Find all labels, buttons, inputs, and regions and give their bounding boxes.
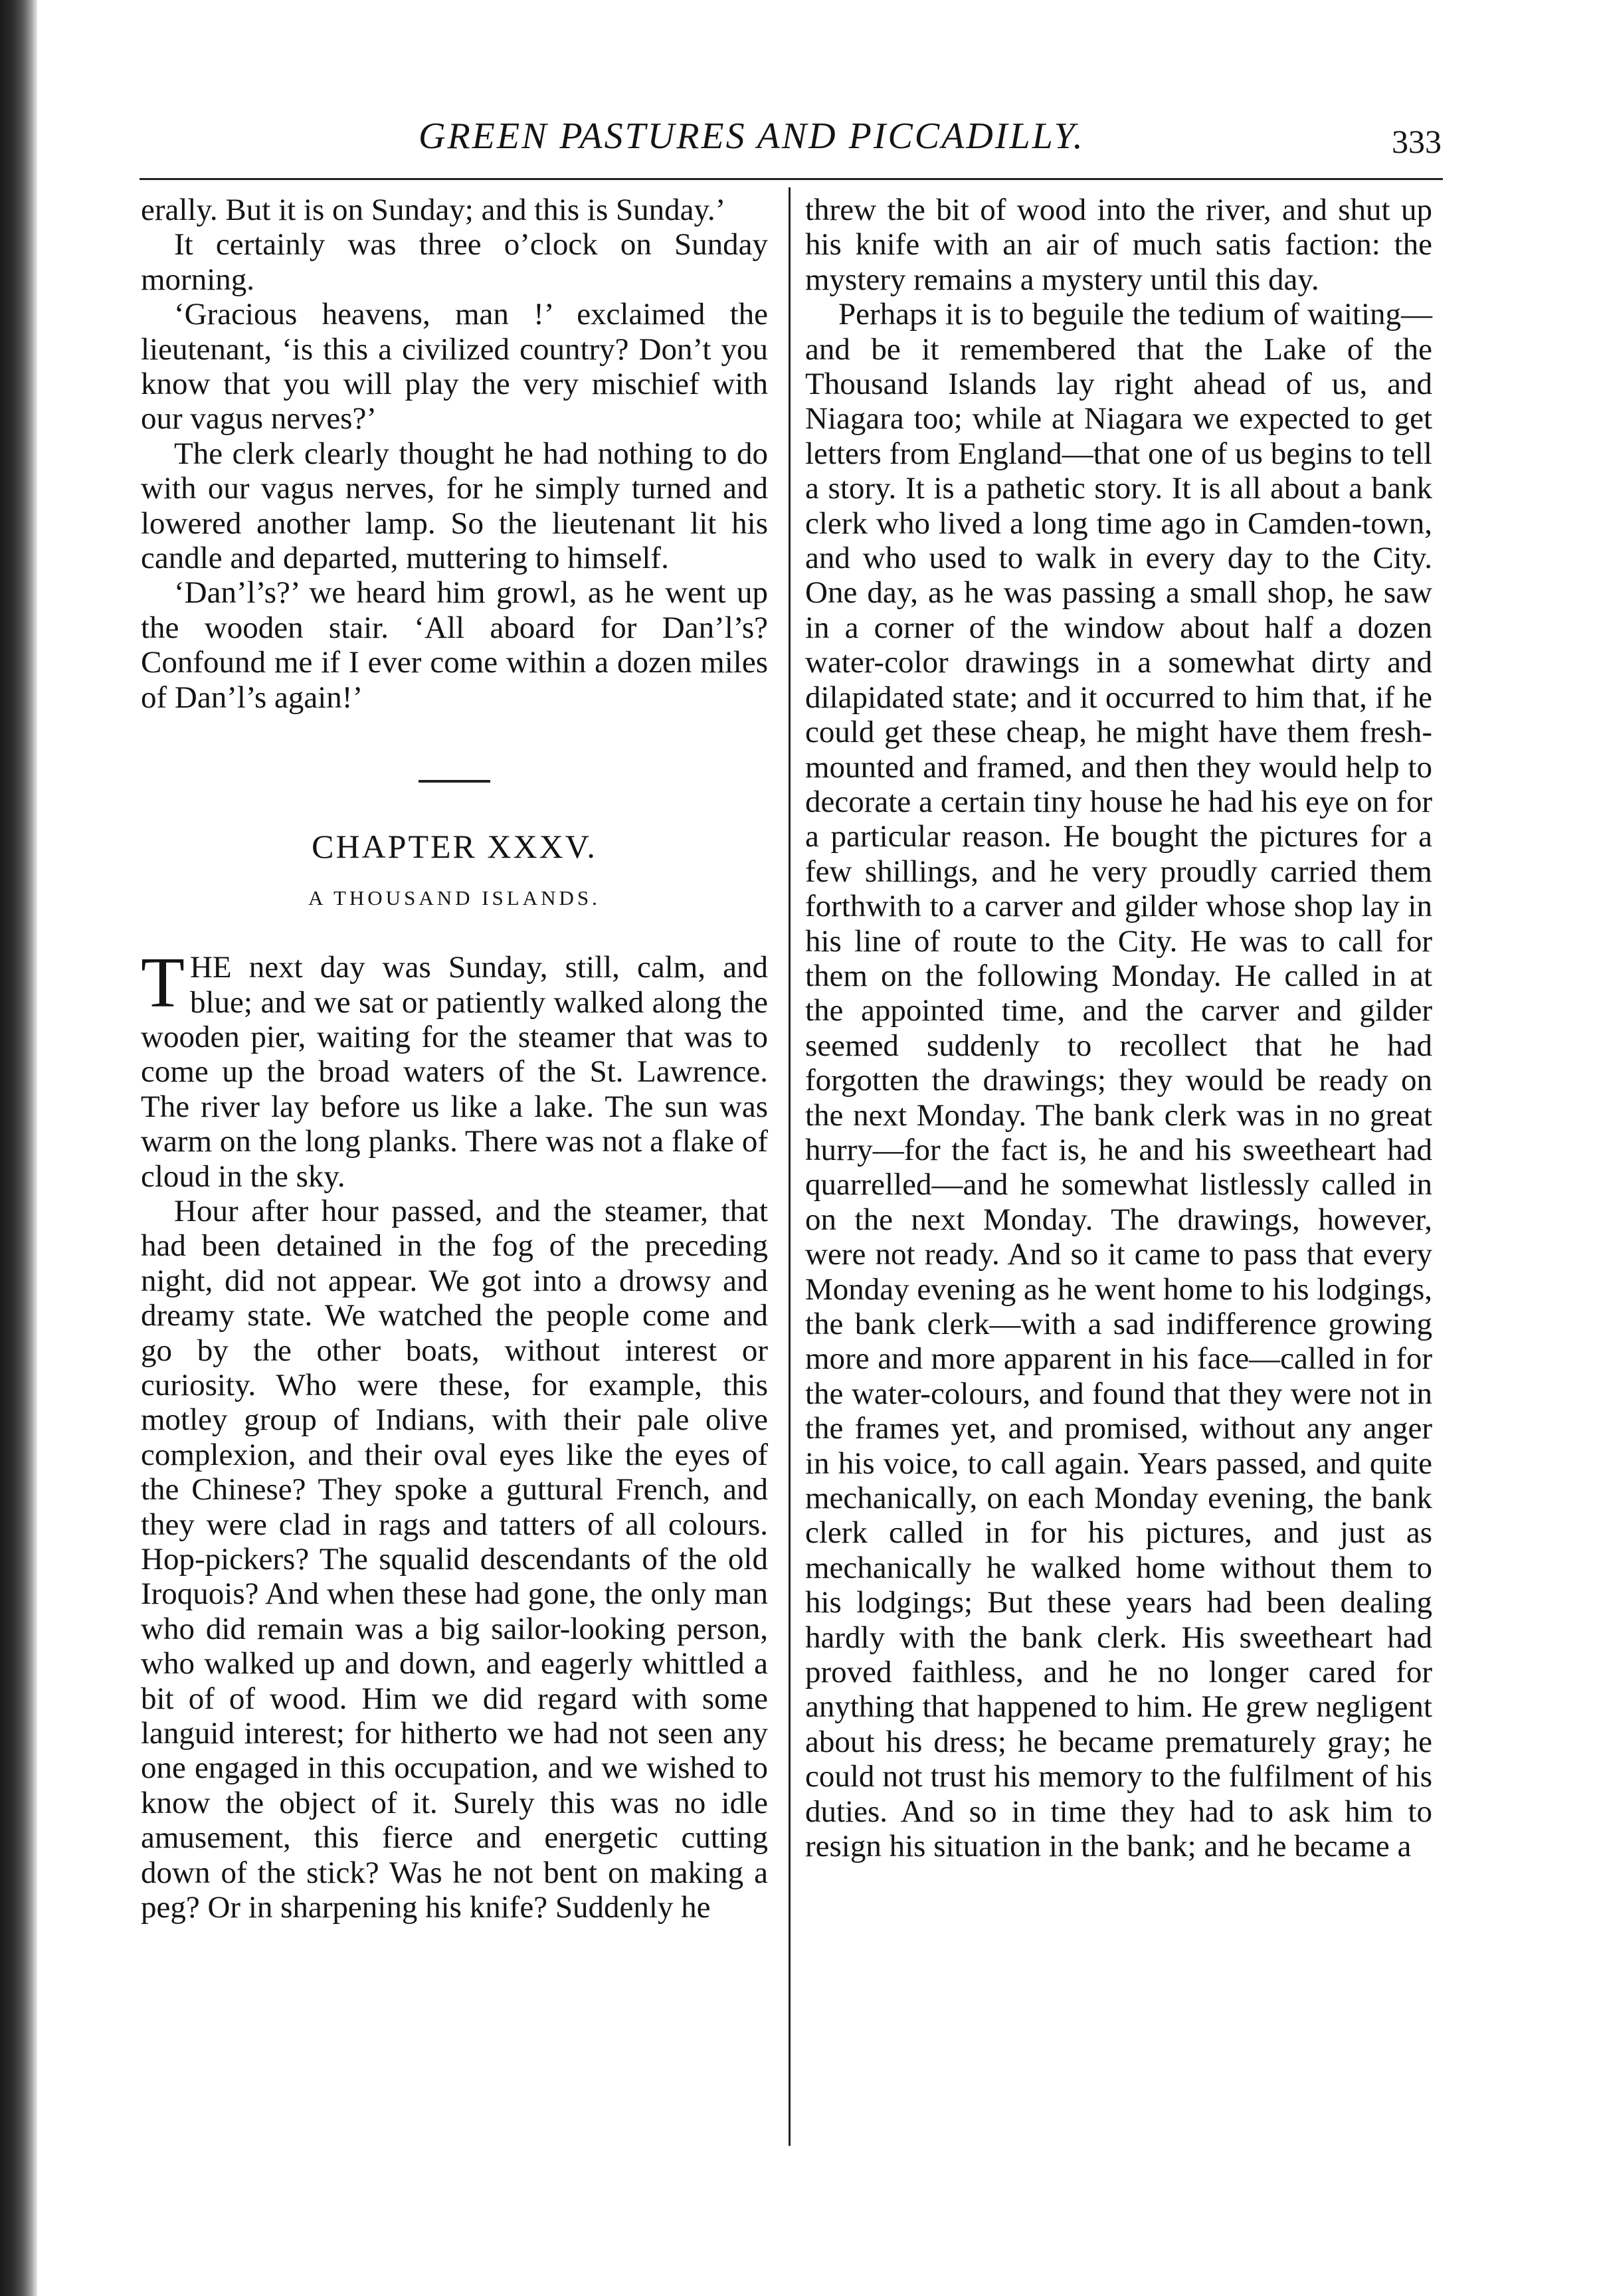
paragraph: Hour after hour passed, and the steamer, that had been detained in the fog of the preceding night, did not appear. We got into a drowsy and dreamy state. We watched the people come and go by the other boats, without interest or curiosity. Who were these, for example, this motley group of Indians, with their pale olive complexion, and their oval eyes like the eyes of the Chinese? They spoke a guttural French, and they were clad in rags and tatters of all colours. Hop-pickers? The squalid descendants of the old Iroquois? And when these had gone, the only man who did remain was a big sailor-looking person, who walked up and down, and eagerly whittled a bit of of wood. Him we did regard with some languid interest; for hitherto we had not seen any one engaged in this occupation, and we wished to know the object of it. Surely this was no idle amusement, this fierce and energetic cutting down of the stick? Was he not bent on making a peg? Or in sharpening his knife? Suddenly he: [141, 1193, 768, 1925]
page-header: [140, 106, 1442, 166]
column-divider: [789, 187, 791, 2146]
chapter-opening-paragraph: [141, 943, 768, 1194]
running-title: GREEN PASTURES AND PICCADILLY.: [419, 116, 1085, 157]
section-ornament-rule: [419, 780, 490, 783]
paragraph: ‘Gracious heavens, man !’ exclaimed the lieutenant, ‘is this a civilized country? Don’t you know that you will play the very mischief with our vagus nerves?’: [141, 297, 768, 436]
paragraph: ‘Dan’l’s?’ we heard him growl, as he went up the wooden stair. ‘All aboard for Dan’l’s? Confound me if I ever come within a dozen miles of Dan’l’s again!’: [141, 575, 768, 715]
book-binding-edge: [0, 0, 37, 2296]
left-column: [141, 193, 768, 1925]
chapter-opening-text: HE next day was Sunday, still, calm, and blue; and we sat or patiently walked along the wooden pier, waiting for the steamer that was to come up the broad waters of the St. Lawrence. The river lay before us like a lake. The sun was warm on the long planks. There was not a flake of cloud in the sky.: [141, 950, 768, 1194]
page-number: 333: [1392, 123, 1442, 160]
header-rule: [140, 178, 1443, 180]
paragraph: Perhaps it is to beguile the tedium of waiting—and be it remembered that the Lake of the Thousand Islands lay right ahead of us, and Niagara too; while at Niagara we expected to get letters from England—that one of us begins to tell a story. It is a pathetic story. It is all about a bank clerk who lived a long time ago in Camden-town, and who used to walk in every day to the City. One day, as he was passing a small shop, he saw in a corner of the window about half a dozen water-color drawings in a somewhat dirty and dilapidated state; and it occurred to him that, if he could get these cheap, he might have them fresh-mounted and framed, and then they would help to decorate a certain tiny house he had his eye on for a particular reason. He bought the pictures for a few shillings, and he very proudly carried them forthwith to a carver and gilder whose shop lay in his line of route to the City. He was to call for them on the following Monday. He called in at the appointed time, and the carver and gilder seemed suddenly to recollect that he had forgotten the drawings; they would be ready on the next Monday. The bank clerk was in no great hurry—for the fact is, he and his sweetheart had quarrelled—and he somewhat listlessly called in on the next Monday. The drawings, however, were not ready. And so it came to pass that every Monday evening as he went home to his lodgings, the bank clerk—with a sad indifference growing more and more apparent in his face—called in for the water-colours, and found that they were not in the frames yet, and promised, without any anger in his voice, to call again. Years passed, and quite mechanically, on each Monday evening, the bank clerk called in for his pictures, and just as mechanically he walked home without them to his lodgings; But these years had been dealing hardly with the bank clerk. His sweetheart had proved faithless, and he no longer cared for anything that happened to him. He grew negligent about his dress; he became prematurely gray; he could not trust his memory to the fulfilment of his duties. And so in time they had to ask him to resign his situation in the bank; and he became a: [805, 297, 1432, 1864]
right-column: [805, 193, 1432, 1864]
chapter-body: [141, 943, 768, 1925]
chapter-subtitle: A THOUSAND ISLANDS.: [308, 886, 601, 910]
paragraph: erally. But it is on Sunday; and this is Sunday.’: [141, 193, 726, 227]
drop-cap: T: [141, 943, 185, 1023]
chapter-title: CHAPTER XXXV.: [312, 828, 597, 866]
paragraph: threw the bit of wood into the river, and shut up his knife with an air of much satis faction: the mystery remains a mystery until this day.: [805, 193, 1432, 297]
paragraph: The clerk clearly thought he had nothing to do with our vagus nerves, for he simply turned and lowered another lamp. So the lieutenant lit his candle and departed, muttering to himself.: [141, 436, 768, 576]
paragraph: It certainly was three o’clock on Sunday morning.: [141, 227, 768, 297]
